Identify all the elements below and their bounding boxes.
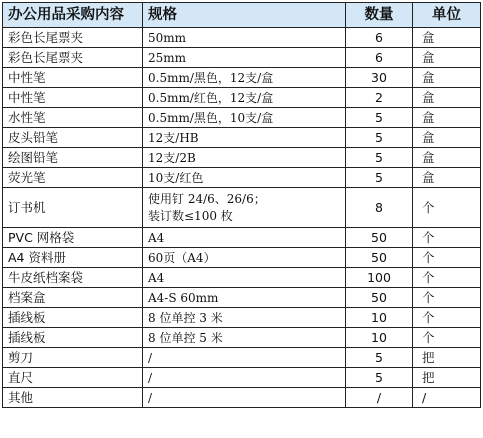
cell-spec: 10支/红色 — [143, 168, 346, 188]
cell-item: 中性笔 — [3, 88, 143, 108]
cell-unit: 把 — [413, 348, 481, 368]
cell-item: 剪刀 — [3, 348, 143, 368]
cell-qty: 5 — [346, 368, 413, 388]
cell-unit: 盒 — [413, 108, 481, 128]
cell-qty: / — [346, 388, 413, 408]
cell-spec: 0.5mm/黑色，10支/盒 — [143, 108, 346, 128]
cell-unit: 盒 — [413, 28, 481, 48]
spec-line: 使用钉 24/6、26/6； — [148, 191, 266, 206]
cell-spec: 0.5mm/红色，12支/盒 — [143, 88, 346, 108]
header-qty: 数量 — [346, 3, 413, 28]
header-row — [3, 3, 481, 28]
cell-qty: 5 — [346, 348, 413, 368]
cell-spec: 8 位单控 5 米 — [143, 328, 346, 348]
cell-item: 牛皮纸档案袋 — [3, 268, 143, 288]
cell-unit: 盒 — [413, 128, 481, 148]
cell-unit: 个 — [413, 328, 481, 348]
table-header — [3, 3, 481, 28]
cell-qty: 8 — [346, 188, 413, 228]
cell-item: 插线板 — [3, 328, 143, 348]
table-row — [3, 48, 481, 68]
cell-unit: 个 — [413, 308, 481, 328]
cell-spec — [143, 188, 346, 228]
cell-qty: 5 — [346, 148, 413, 168]
cell-spec: 12支/HB — [143, 128, 346, 148]
cell-unit: 盒 — [413, 48, 481, 68]
cell-item: 中性笔 — [3, 68, 143, 88]
table-row — [3, 348, 481, 368]
cell-item: A4 资料册 — [3, 248, 143, 268]
table-row — [3, 148, 481, 168]
cell-spec: 0.5mm/黑色，12支/盒 — [143, 68, 346, 88]
table-row — [3, 28, 481, 48]
cell-unit: 个 — [413, 288, 481, 308]
cell-spec: 12支/2B — [143, 148, 346, 168]
cell-item: 订书机 — [3, 188, 143, 228]
cell-item: 彩色长尾票夹 — [3, 28, 143, 48]
cell-qty: 10 — [346, 328, 413, 348]
cell-spec: 25mm — [143, 48, 346, 68]
cell-spec: A4 — [143, 268, 346, 288]
cell-item: 其他 — [3, 388, 143, 408]
cell-spec: 50mm — [143, 28, 346, 48]
cell-spec: / — [143, 388, 346, 408]
cell-qty: 6 — [346, 28, 413, 48]
spec-line: 装订数≤100 枚 — [148, 208, 233, 223]
cell-spec: / — [143, 348, 346, 368]
cell-unit: 盒 — [413, 68, 481, 88]
cell-qty: 6 — [346, 48, 413, 68]
cell-qty: 2 — [346, 88, 413, 108]
table-row — [3, 228, 481, 248]
cell-unit: 个 — [413, 188, 481, 228]
cell-spec: 8 位单控 3 米 — [143, 308, 346, 328]
cell-item: 彩色长尾票夹 — [3, 48, 143, 68]
cell-qty: 5 — [346, 108, 413, 128]
cell-spec: A4 — [143, 228, 346, 248]
cell-qty: 30 — [346, 68, 413, 88]
cell-unit: 把 — [413, 368, 481, 388]
cell-spec: 60页（A4） — [143, 248, 346, 268]
cell-unit: 盒 — [413, 88, 481, 108]
cell-qty: 50 — [346, 288, 413, 308]
cell-qty: 50 — [346, 228, 413, 248]
table-row — [3, 128, 481, 148]
cell-unit: 个 — [413, 248, 481, 268]
cell-qty: 10 — [346, 308, 413, 328]
cell-item: PVC 网格袋 — [3, 228, 143, 248]
cell-item: 荧光笔 — [3, 168, 143, 188]
table-row — [3, 368, 481, 388]
table-row — [3, 268, 481, 288]
procurement-table-container — [2, 2, 481, 408]
cell-unit: 个 — [413, 268, 481, 288]
table-row — [3, 168, 481, 188]
table-row — [3, 328, 481, 348]
cell-qty: 50 — [346, 248, 413, 268]
table-row — [3, 108, 481, 128]
cell-unit: / — [413, 388, 481, 408]
header-unit: 单位 — [413, 3, 481, 28]
table-row — [3, 248, 481, 268]
cell-unit: 盒 — [413, 148, 481, 168]
cell-spec: / — [143, 368, 346, 388]
table-row — [3, 388, 481, 408]
cell-item: 皮头铅笔 — [3, 128, 143, 148]
table-row — [3, 68, 481, 88]
header-item: 办公用品采购内容 — [3, 3, 143, 28]
cell-spec: A4-S 60mm — [143, 288, 346, 308]
cell-unit: 盒 — [413, 168, 481, 188]
cell-unit: 个 — [413, 228, 481, 248]
table-row — [3, 88, 481, 108]
cell-qty: 100 — [346, 268, 413, 288]
table-body — [3, 28, 481, 408]
table-row — [3, 308, 481, 328]
header-spec: 规格 — [143, 3, 346, 28]
table-row — [3, 288, 481, 308]
cell-item: 档案盒 — [3, 288, 143, 308]
cell-item: 水性笔 — [3, 108, 143, 128]
cell-qty: 5 — [346, 128, 413, 148]
table-row — [3, 188, 481, 228]
procurement-table — [2, 2, 481, 408]
cell-qty: 5 — [346, 168, 413, 188]
cell-item: 直尺 — [3, 368, 143, 388]
cell-item: 插线板 — [3, 308, 143, 328]
cell-item: 绘图铅笔 — [3, 148, 143, 168]
